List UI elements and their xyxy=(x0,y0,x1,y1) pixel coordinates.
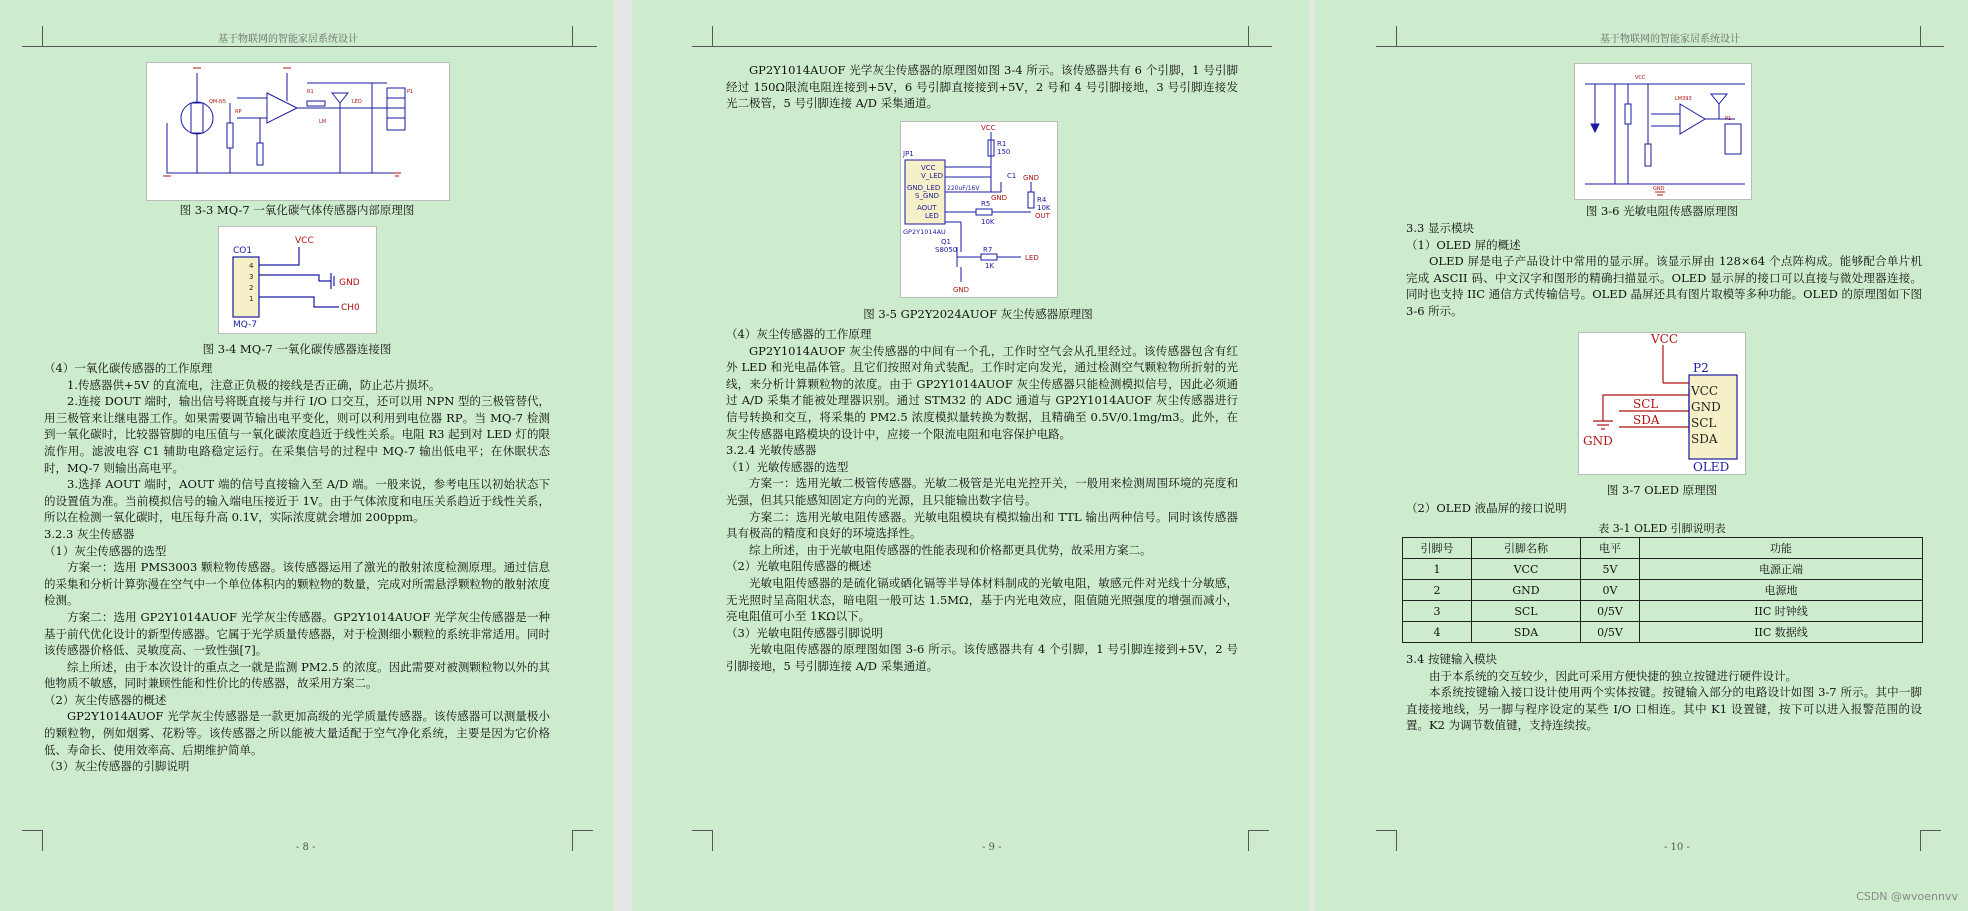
subheading: （3）灰尘传感器的引脚说明 xyxy=(44,759,190,774)
table-cell: IIC 数据线 xyxy=(1640,622,1923,643)
capacitor-value: 220uF/16V xyxy=(947,185,980,192)
resistor-value: 150 xyxy=(997,148,1011,156)
table-cell: SCL xyxy=(1472,601,1581,622)
paragraph: 由于本系统的交互较少，因此可采用方便快捷的独立按键进行硬件设计。 xyxy=(1429,668,1797,683)
scl-label: SCL xyxy=(1633,397,1659,411)
table-title: 表 3-1 OLED 引脚说明表 xyxy=(1598,522,1726,535)
resistor-value: 10K xyxy=(1037,204,1051,212)
table-cell: 0/5V xyxy=(1581,622,1640,643)
paragraph: 光敏电阻传感器的是硫化镉或硒化镉等半导体材料制成的光敏电阻，敏感元件对光线十分敏感，无光照时呈高阻状态，暗电阻一般可达 1.5MΩ，基于内光电效应，阻值随光照强度的增强而减小，亮电阻值可小至 1KΩ以下。 xyxy=(726,575,1238,624)
pin-number: 2 xyxy=(249,284,254,292)
table-cell: 0V xyxy=(1581,580,1640,601)
resistor-value: 1K xyxy=(985,262,995,270)
pin-label: V_LED xyxy=(921,172,944,180)
subheading: （2）OLED 液晶屏的接口说明 xyxy=(1406,501,1567,515)
body-text-top xyxy=(726,62,1238,112)
subheading: （3）光敏电阻传感器引脚说明 xyxy=(726,625,883,640)
column-header: 电平 xyxy=(1581,538,1640,559)
subheading: （1）OLED 屏的概述 xyxy=(1406,237,1521,252)
component-ref: JP1 xyxy=(903,150,914,158)
section-heading: 3.2.3 灰尘传感器 xyxy=(44,526,135,541)
table-row xyxy=(1403,622,1923,643)
resistor-ref: R5 xyxy=(981,200,991,208)
gnd-label: GND xyxy=(991,194,1008,202)
led-label: LED xyxy=(1025,254,1039,262)
gnd-label: GND xyxy=(339,278,360,288)
oled-pin-table xyxy=(1402,537,1923,643)
header-rule xyxy=(1396,46,1944,47)
transistor-ref: Q1 xyxy=(941,238,951,246)
transistor-value: S8050 xyxy=(935,246,958,254)
table-cell: 电源正端 xyxy=(1640,559,1923,580)
svg-text:P1: P1 xyxy=(1725,116,1732,122)
header-rule xyxy=(712,46,1272,47)
resistor-value: 10K xyxy=(981,218,995,226)
body-text-a xyxy=(1406,220,1922,320)
paragraph: GP2Y1014AUOF 光学灰尘传感器是一款更加高级的光学质量传感器。该传感器可以测量极小的颗粒物，例如烟雾、花粉等。该传感器之所以能被大量适配于空气净化系统，主要是因为它价格低、寿命长、使用效率高、后期维护简单。 xyxy=(44,709,550,757)
pin-label: VCC xyxy=(1691,384,1719,398)
table-cell: 4 xyxy=(1403,622,1472,643)
paragraph: 2.连接 DOUT 端时，输出信号将既直接与并行 I/O 口交互，还可以用 NPN 型的三极管替代，用三极管来让继电器工作。如果需要调节输出电平变化，则可以利用到电位器 RP。当 MQ-7 检测到一氧化碳时，比较器管脚的电压值与一氧化碳浓度趋近于线性关系。电阻 R3 起到对 LED 灯的限流作用。滤波电容 C1 辅助电路稳定运行。在采集信号的过程中 MQ-7 输出低电平；在休眠状态时，MQ-7 则输出高电平。 xyxy=(44,394,550,475)
watermark: CSDN @wvoennvv xyxy=(1856,890,1958,903)
subheading: （2）光敏电阻传感器的概述 xyxy=(726,559,872,574)
vcc-label: VCC xyxy=(295,236,314,246)
vcc-label: VCC xyxy=(1651,333,1679,346)
svg-text:R1: R1 xyxy=(307,89,314,95)
resistor-ref: R1 xyxy=(997,140,1007,148)
pin-label: GND xyxy=(1691,400,1721,414)
paragraph: 光敏电阻传感器的原理图如图 3-6 所示。该传感器共有 4 个引脚，1 号引脚连接到+5V，2 号引脚接地，5 号引脚连接 A/D 采集通道。 xyxy=(726,642,1238,673)
page-10 xyxy=(1314,0,1968,911)
capacitor-ref: C1 xyxy=(1007,172,1017,180)
vcc-label: VCC xyxy=(981,124,996,132)
paragraph: 方案一：选用光敏二极管传感器。光敏二极管是光电光控开关，一般用来检测周围环境的亮度和光强，但其只能感知固定方向的光源，且只能输出数字信号。 xyxy=(726,476,1238,507)
mq7-internal-schematic xyxy=(146,62,450,201)
crop-mark xyxy=(692,26,713,47)
ch0-label: CH0 xyxy=(341,303,360,313)
table-row xyxy=(1403,601,1923,622)
figure-caption: 图 3-5 GP2Y2024AUOF 灰尘传感器原理图 xyxy=(863,307,1093,321)
table-cell: 0/5V xyxy=(1581,601,1640,622)
page-number: - 8 - xyxy=(296,842,316,853)
mq7-connection-diagram xyxy=(218,226,377,334)
table-header-row xyxy=(1403,538,1923,559)
table-cell: VCC xyxy=(1472,559,1581,580)
pin-label: SDA xyxy=(1691,432,1718,446)
body-text-b xyxy=(1406,651,1922,734)
table-cell: 3 xyxy=(1403,601,1472,622)
paragraph: 综上所述，由于光敏电阻传感器的性能表现和价格都更具优势，故采用方案二。 xyxy=(749,542,1152,557)
crop-mark xyxy=(22,26,43,47)
sda-label: SDA xyxy=(1633,413,1660,427)
gnd-label: GND xyxy=(953,286,970,294)
pin-number: 1 xyxy=(249,295,254,303)
paragraph: 本系统按键输入接口设计使用两个实体按键。按键输入部分的电路设计如图 3-7 所示。其中一脚直接接地线，另一脚与程序设定的某些 I/O 口相连。其中 K1 设置键，按下可以进入报警范围的设置。K2 为调节数值键，支持连续按。 xyxy=(1406,685,1922,733)
column-header: 引脚号 xyxy=(1403,538,1472,559)
component-ref: CO1 xyxy=(233,246,253,256)
page-number: - 10 - xyxy=(1664,842,1690,853)
svg-text:VCC: VCC xyxy=(1635,75,1646,81)
paragraph: 方案一：选用 PMS3003 颗粒物传感器。该传感器运用了激光的散射浓度检测原理。通过信息的采集和分析计算弥漫在空气中一个单位体积内的颗粒物的数量，完成对所需悬浮颗粒物的散射浓度检测。 xyxy=(44,560,550,608)
body-text xyxy=(726,326,1238,674)
svg-text:LM393: LM393 xyxy=(1675,96,1692,102)
section-heading: 3.3 显示模块 xyxy=(1406,221,1474,235)
running-header: 基于物联网的智能家居系统设计 xyxy=(1600,34,1740,45)
page-number: - 9 - xyxy=(982,842,1002,853)
paragraph: GP2Y1014AUOF 光学灰尘传感器的原理图如图 3-4 所示。该传感器共有 6 个引脚，1 号引脚经过 150Ω限流电阻连接到+5V，6 号引脚直接接到+5V，2 号和 4 号引脚接地，3 号引脚连接发光二极管，5 号引脚连接 A/D 采集通道。 xyxy=(726,63,1238,111)
pin-label: S_GND xyxy=(915,192,939,200)
running-header: 基于物联网的智能家居系统设计 xyxy=(218,34,358,45)
oled-drawing xyxy=(1579,333,1745,474)
body-text xyxy=(44,360,550,775)
svg-text:LM: LM xyxy=(319,119,327,125)
paragraph: 方案二：选用光敏电阻传感器。光敏电阻模块有模拟输出和 TTL 输出两种信号。同时该传感器具有极高的精度和良好的环境选择性。 xyxy=(726,509,1238,541)
figure-caption: 图 3-6 光敏电阻传感器原理图 xyxy=(1585,204,1739,218)
subheading: （1）光敏传感器的选型 xyxy=(726,459,849,474)
gnd-label: GND xyxy=(1583,434,1613,448)
photoresistor-drawing xyxy=(1575,64,1751,199)
paragraph: 1.传感器供+5V 的直流电，注意正负极的接线是否正确，防止芯片损坏。 xyxy=(67,377,441,392)
dust-schematic-drawing xyxy=(901,122,1057,297)
crop-mark xyxy=(1920,26,1941,47)
oled-schematic xyxy=(1578,332,1746,475)
connector-ref: P2 xyxy=(1693,361,1709,375)
table-row xyxy=(1403,559,1923,580)
svg-text:GND: GND xyxy=(1653,186,1665,192)
page-8 xyxy=(0,0,614,911)
table-cell: IIC 时钟线 xyxy=(1640,601,1923,622)
part-label: OLED xyxy=(1693,460,1730,474)
figure-caption: 图 3-7 OLED 原理图 xyxy=(1606,483,1718,497)
table-cell: SDA xyxy=(1472,622,1581,643)
svg-text:P1: P1 xyxy=(407,89,414,95)
pin-label: SCL xyxy=(1691,416,1717,430)
svg-text:QM-N5: QM-N5 xyxy=(209,99,226,105)
dust-sensor-schematic xyxy=(900,121,1058,298)
crop-mark xyxy=(1248,830,1269,851)
svg-text:LED: LED xyxy=(352,99,362,105)
crop-mark xyxy=(1920,830,1941,851)
page-gap xyxy=(614,0,632,911)
figure-caption: 图 3-3 MQ-7 一氧化碳气体传感器内部原理图 xyxy=(179,203,415,217)
header-rule xyxy=(42,46,597,47)
pin-label: VCC xyxy=(921,164,936,172)
column-header: 功能 xyxy=(1640,538,1923,559)
subheading: （4）灰尘传感器的工作原理 xyxy=(726,327,872,341)
paragraph: OLED 屏是电子产品设计中常用的显示屏。该显示屏由 128×64 个点阵构成。能够配合单片机完成 ASCII 码、中文汉字和图形的精确扫描显示。OLED 显示屏的接口可以直接与微处理器连接。同时也支持 IIC 通信方式传输信号。OLED 晶屏还具有图片取模等多种功能。OLED 的原理图如下图 3-6 所示。 xyxy=(1406,254,1922,318)
section-heading: 3.2.4 光敏传感器 xyxy=(726,443,817,458)
resistor-ref: R4 xyxy=(1037,196,1047,204)
table-cell: 2 xyxy=(1403,580,1472,601)
table-cell: 电源地 xyxy=(1640,580,1923,601)
paragraph: 3.选择 AOUT 端时，AOUT 端的信号直接输入至 A/D 端。一般来说，参考电压以初始状态下的设置值为准。当前模拟信号的输入端电压接近于 1V。由于气体浓度和电压关系趋近于线性关系，所以在检测一氧化碳时，电压每升高 0.1V，实际浓度就会增加 200ppm。 xyxy=(44,477,550,525)
crop-mark xyxy=(572,26,593,47)
resistor-ref: R7 xyxy=(983,246,993,254)
pin-label: AOUT xyxy=(917,204,937,212)
paragraph: GP2Y1014AUOF 灰尘传感器的中间有一个孔，工作时空气会从孔里经过。该传感器包含有红外 LED 和光电晶体管。且它们按照对角式装配。工作时定向发光，通过检测空气颗粒物所折射的光线，来分析计算颗粒物的浓度。由于 GP2Y1014AUOF 灰尘传感器只能检测模拟信号，因此必须通过 A/D 采集才能被处理器识别。通过 STM32 的 ADC 通道与 GP2Y1014AUOF 灰尘传感器进行信号转换和交互，将采集的 PM2.5 浓度模拟量转换为数据，且精确至 0.5V/0.1mg/m3。此外，在灰尘传感器电路模块的设计中，应接一个限流电阻和电容保护电路。 xyxy=(726,343,1238,441)
table-row xyxy=(1403,580,1923,601)
svg-text:RP: RP xyxy=(235,109,242,115)
crop-mark xyxy=(572,830,593,851)
pin-number: 4 xyxy=(249,262,254,270)
paragraph: 方案二：选用 GP2Y1014AUOF 光学灰尘传感器。GP2Y1014AUOF 光学灰尘传感器是一种基于前代优化设计的新型传感器。它属于光学质量传感器，对于检测细小颗粒的系统非常适用。同时该传感器价格低、灵敏度高、一致性强[7]。 xyxy=(44,609,550,658)
subheading: （2）灰尘传感器的概述 xyxy=(44,692,167,707)
part-label: MQ-7 xyxy=(233,320,258,330)
section-heading: 3.4 按键输入模块 xyxy=(1406,652,1497,666)
pin-label: GND_LED xyxy=(907,184,941,192)
pin-label: LED xyxy=(925,212,939,220)
connection-drawing xyxy=(219,227,376,333)
crop-mark xyxy=(22,830,43,851)
subheading: （1）灰尘传感器的选型 xyxy=(44,543,167,558)
figure-caption: 图 3-4 MQ-7 一氧化碳传感器连接图 xyxy=(202,342,392,356)
part-label: GP2Y1014AU xyxy=(903,228,946,236)
paragraph: 综上所述，由于本次设计的重点之一就是监测 PM2.5 的浓度。因此需要对被测颗粒物以外的其他物质不敏感，同时兼顾性能和性价比的传感器，故采用方案二。 xyxy=(44,659,550,691)
crop-mark xyxy=(1248,26,1269,47)
column-header: 引脚名称 xyxy=(1472,538,1581,559)
crop-mark xyxy=(692,830,713,851)
crop-mark xyxy=(1376,26,1397,47)
subheading: （4）一氧化碳传感器的工作原理 xyxy=(44,361,213,375)
table-cell: GND xyxy=(1472,580,1581,601)
schematic-drawing xyxy=(147,63,449,200)
crop-mark xyxy=(1376,830,1397,851)
page-9 xyxy=(632,0,1310,911)
pin-number: 3 xyxy=(249,273,254,281)
table-cell: 5V xyxy=(1581,559,1640,580)
photoresistor-schematic xyxy=(1574,63,1752,200)
gnd-label: GND xyxy=(1023,174,1040,182)
out-label: OUT xyxy=(1035,212,1050,220)
subheading-block xyxy=(1406,500,1922,517)
table-cell: 1 xyxy=(1403,559,1472,580)
